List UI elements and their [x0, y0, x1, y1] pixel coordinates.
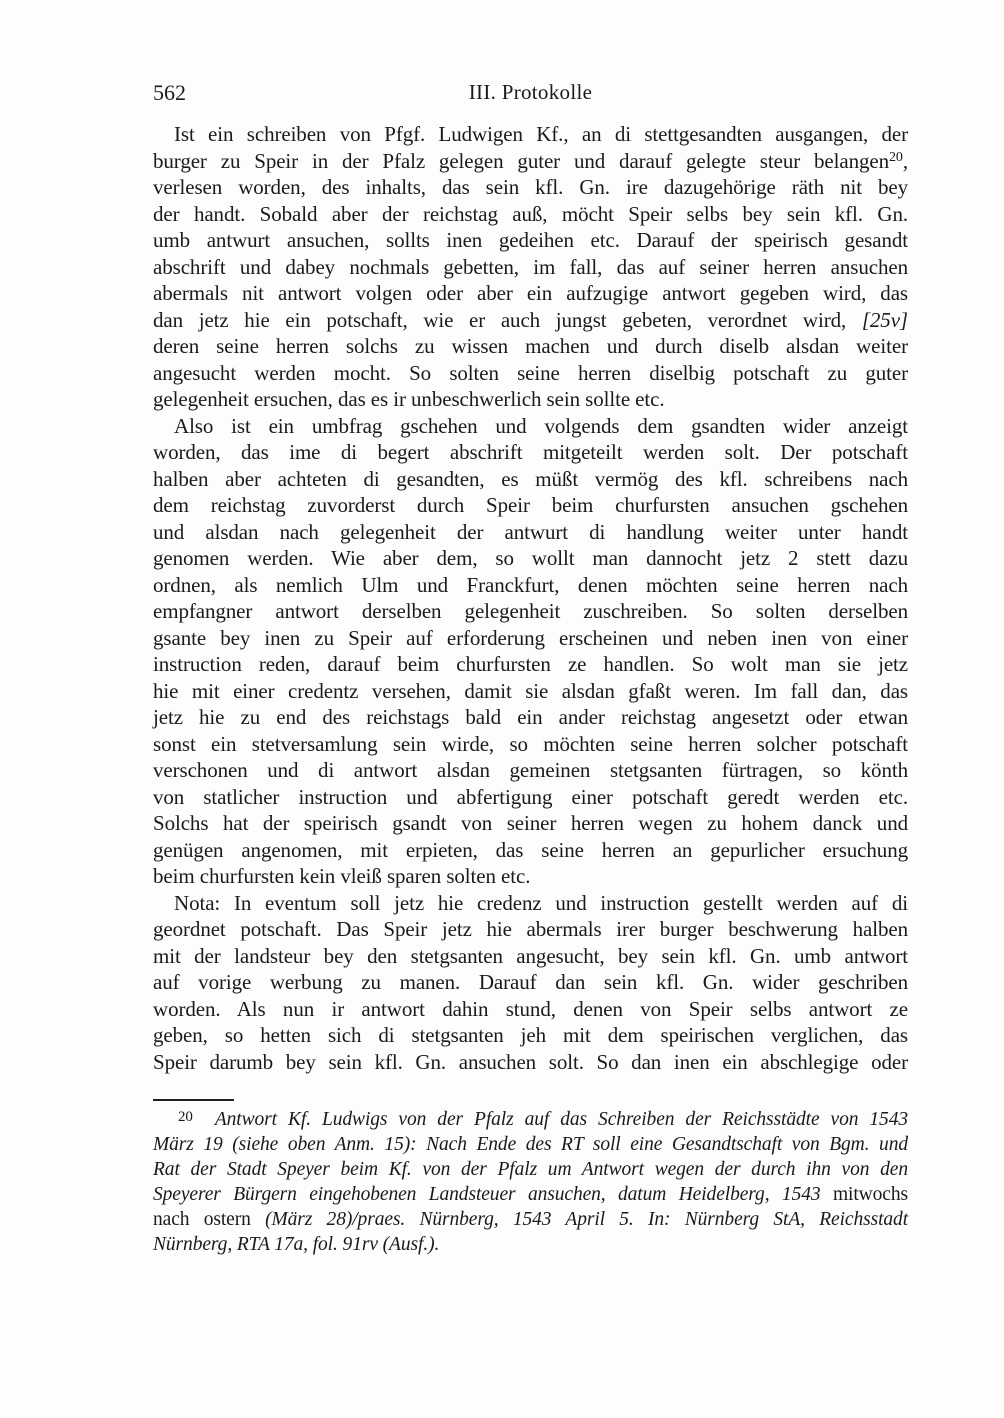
text-line — [153, 201, 908, 228]
text-segment: nach ostern — [153, 1209, 266, 1230]
text-line — [153, 1132, 908, 1157]
text-segment: auf vorige werbung zu manen. Darauf dan sein kfl. Gn. wider geschriben — [153, 970, 908, 994]
text-segment: gsante bey inen zu Speir auf erforderung erscheinen und neben inen von einer — [153, 625, 908, 650]
text-segment: ordnen, als nemlich Ulm und Franckfurt, denen möchten seine herren nach — [153, 572, 908, 597]
text-segment: Speir darumb bey sein kfl. Gn. ansuchen solt. So dan inen ein abschlegige oder — [153, 1049, 908, 1074]
text-segment: der handt. Sobald aber der reichstag auß, möcht Speir selbs bey sein kfl. Gn. — [153, 201, 908, 226]
text-segment: mit der landsteur bey den stetgsanten angesucht, bey sein kfl. Gn. umb antwort — [153, 943, 908, 968]
text-line — [153, 492, 908, 519]
text-segment: deren seine herren solchs zu wissen machen und durch diselb alsdan weiter — [153, 334, 908, 358]
footnote-section — [153, 1099, 908, 1257]
text-line — [153, 837, 908, 864]
text-segment: (März 28)/praes. Nürnberg, 1543 April 5. In: Nürnberg StA, Reichsstadt — [265, 1209, 909, 1230]
text-line — [153, 227, 908, 254]
text-line — [153, 386, 908, 413]
text-line — [153, 625, 908, 652]
text-line — [153, 863, 908, 890]
page-content — [153, 79, 908, 1257]
text-line — [153, 121, 908, 148]
text-line — [153, 307, 908, 334]
text-segment: Antwort Kf. Ludwigs von der Pfalz auf das Schreiben der Reichsstädte von 1543 — [214, 1109, 908, 1130]
text-line — [153, 678, 908, 705]
text-line — [153, 545, 908, 572]
page-header — [153, 79, 908, 106]
text-segment: abermals nit antwort volgen oder aber ein aufzugige antwort gegeben wird, das — [153, 281, 908, 305]
text-line — [153, 333, 908, 360]
text-line — [153, 439, 908, 466]
text-segment: mitwochs — [820, 1184, 909, 1205]
text-line — [153, 1157, 908, 1182]
running-title: III. Protokolle — [468, 80, 593, 104]
text-segment: sonst ein stetversamlung sein wirde, so möchten seine herren solcher potschaft — [153, 731, 908, 756]
text-segment: dan jetz hie ein potschaft, wie er auch jungst gebeten, verordnet wird, — [153, 307, 862, 332]
text-segment: jetz hie zu end des reichstags bald ein ander reichstag angesetzt oder etwan — [153, 705, 908, 729]
text-segment: Also ist ein umbfrag gschehen und volgends dem gsandten wider anzeigt — [174, 413, 908, 438]
text-line — [153, 757, 908, 784]
text-segment: von statlicher instruction und abfertigung einer potschaft geredt werden etc. — [153, 784, 908, 809]
text-segment: genomen werden. Wie aber dem, so wollt man dannocht jetz 2 stett dazu — [153, 546, 908, 570]
text-segment: Nota: In eventum soll jetz hie credenz und instruction gestellt werden auf di — [174, 890, 908, 915]
text-line — [153, 466, 908, 493]
text-segment: Solchs hat der speirisch gsandt von seiner herren wegen zu hohem danck und — [153, 811, 908, 835]
text-segment: dem reichstag zuvorderst durch Speir beim churfursten ansuchen gschehen — [153, 493, 908, 517]
text-line — [153, 1022, 908, 1049]
text-segment: Speyerer Bürgern eingehobenen Landsteuer ansuchen, datum Heidelberg, 1543 — [153, 1184, 821, 1205]
text-segment: genügen angenomen, mit erpieten, das seine herren an gepurlicher ersuchung — [153, 837, 908, 862]
text-segment: abschrift und dabey nochmals gebetten, im fall, das auf seiner herren ansuchen — [153, 254, 908, 279]
text-line — [153, 148, 908, 175]
text-segment: halben aber achteten di gesandten, es müßt vermög des kfl. schreibens nach — [153, 466, 908, 491]
text-line — [153, 731, 908, 758]
text-line — [153, 969, 908, 996]
text-segment: geben, so hetten sich di stetgsanten jeh mit dem speirischen verglichen, das — [153, 1023, 908, 1047]
text-segment: geordnet potschaft. Das Speir jetz hie abermals irer burger beschwerung halben — [153, 917, 908, 941]
text-line — [153, 1049, 908, 1076]
paragraph — [153, 413, 908, 890]
text-segment: Ist ein schreiben von Pfgf. Ludwigen Kf., an di stettgesandten ausgangen, der — [174, 122, 908, 146]
page-number: 562 — [153, 80, 186, 105]
footnote-reference: 20 — [889, 149, 903, 165]
text-line — [153, 174, 908, 201]
text-line — [153, 810, 908, 837]
text-segment: worden. Als nun ir antwort dahin stund, denen von Speir selbs antwort ze — [153, 996, 908, 1021]
text-segment: angesucht werden mocht. So solten seine herren diselbig potschaft zu guter — [153, 360, 908, 385]
text-line — [153, 704, 908, 731]
text-line — [153, 1182, 908, 1207]
text-segment: verlesen worden, des inhalts, das sein kfl. Gn. ire dazugehörige räth nit bey — [153, 175, 908, 199]
text-line — [153, 916, 908, 943]
text-line — [153, 784, 908, 811]
text-segment: instruction reden, darauf beim churfursten ze handlen. So wolt man sie jetz — [153, 652, 908, 676]
text-line — [153, 943, 908, 970]
text-line — [153, 519, 908, 546]
text-line — [153, 598, 908, 625]
text-segment: beim churfursten kein vleiß sparen solten etc. — [153, 864, 531, 888]
body-text — [153, 121, 908, 1075]
text-line — [153, 413, 908, 440]
text-line — [153, 360, 908, 387]
text-line — [153, 254, 908, 281]
paragraph — [153, 890, 908, 1076]
text-segment: Nürnberg, RTA 17a, fol. 91rv (Ausf.). — [153, 1234, 440, 1255]
text-segment: , — [902, 148, 908, 173]
text-segment: umb antwurt ansuchen, sollts inen gedeihen etc. Darauf der speirisch gesandt — [153, 228, 908, 252]
paragraph — [153, 121, 908, 413]
text-line — [153, 1232, 908, 1257]
text-line — [153, 280, 908, 307]
text-segment: [25v] — [861, 307, 908, 332]
text-segment: und alsdan nach gelegenheit der antwurt di handlung weiter unter handt — [153, 519, 908, 544]
footnote-lines — [153, 1107, 908, 1257]
text-segment: hie mit einer credentz versehen, damit sie alsdan gfaßt weren. Im fall dan, das — [153, 678, 908, 703]
footnote-number: 20 — [178, 1109, 193, 1125]
text-line — [153, 1107, 908, 1132]
text-segment: verschonen und di antwort alsdan gemeinen stetgsanten fürtragen, so könth — [153, 758, 908, 782]
text-segment: empfangner antwort derselben gelegenheit zuschreiben. So solten derselben — [153, 599, 908, 623]
text-segment: Rat der Stadt Speyer beim Kf. von der Pfalz um Antwort wegen der durch ihn von den — [153, 1159, 908, 1180]
footnote-separator — [153, 1099, 234, 1101]
text-segment: März 19 (siehe oben Anm. 15): Nach Ende des RT soll eine Gesandtschaft von Bgm. und — [153, 1134, 908, 1155]
text-segment: burger zu Speir in der Pfalz gelegen guter und darauf gelegte steur belangen — [153, 148, 890, 173]
text-line — [153, 651, 908, 678]
text-line — [153, 1207, 908, 1232]
text-segment: gelegenheit ersuchen, das es ir unbeschwerlich sein sollte etc. — [153, 387, 665, 411]
text-line — [153, 890, 908, 917]
text-line — [153, 996, 908, 1023]
text-segment: worden, das ime di begert abschrift mitgeteilt werden solt. Der potschaft — [153, 440, 908, 464]
text-line — [153, 572, 908, 599]
